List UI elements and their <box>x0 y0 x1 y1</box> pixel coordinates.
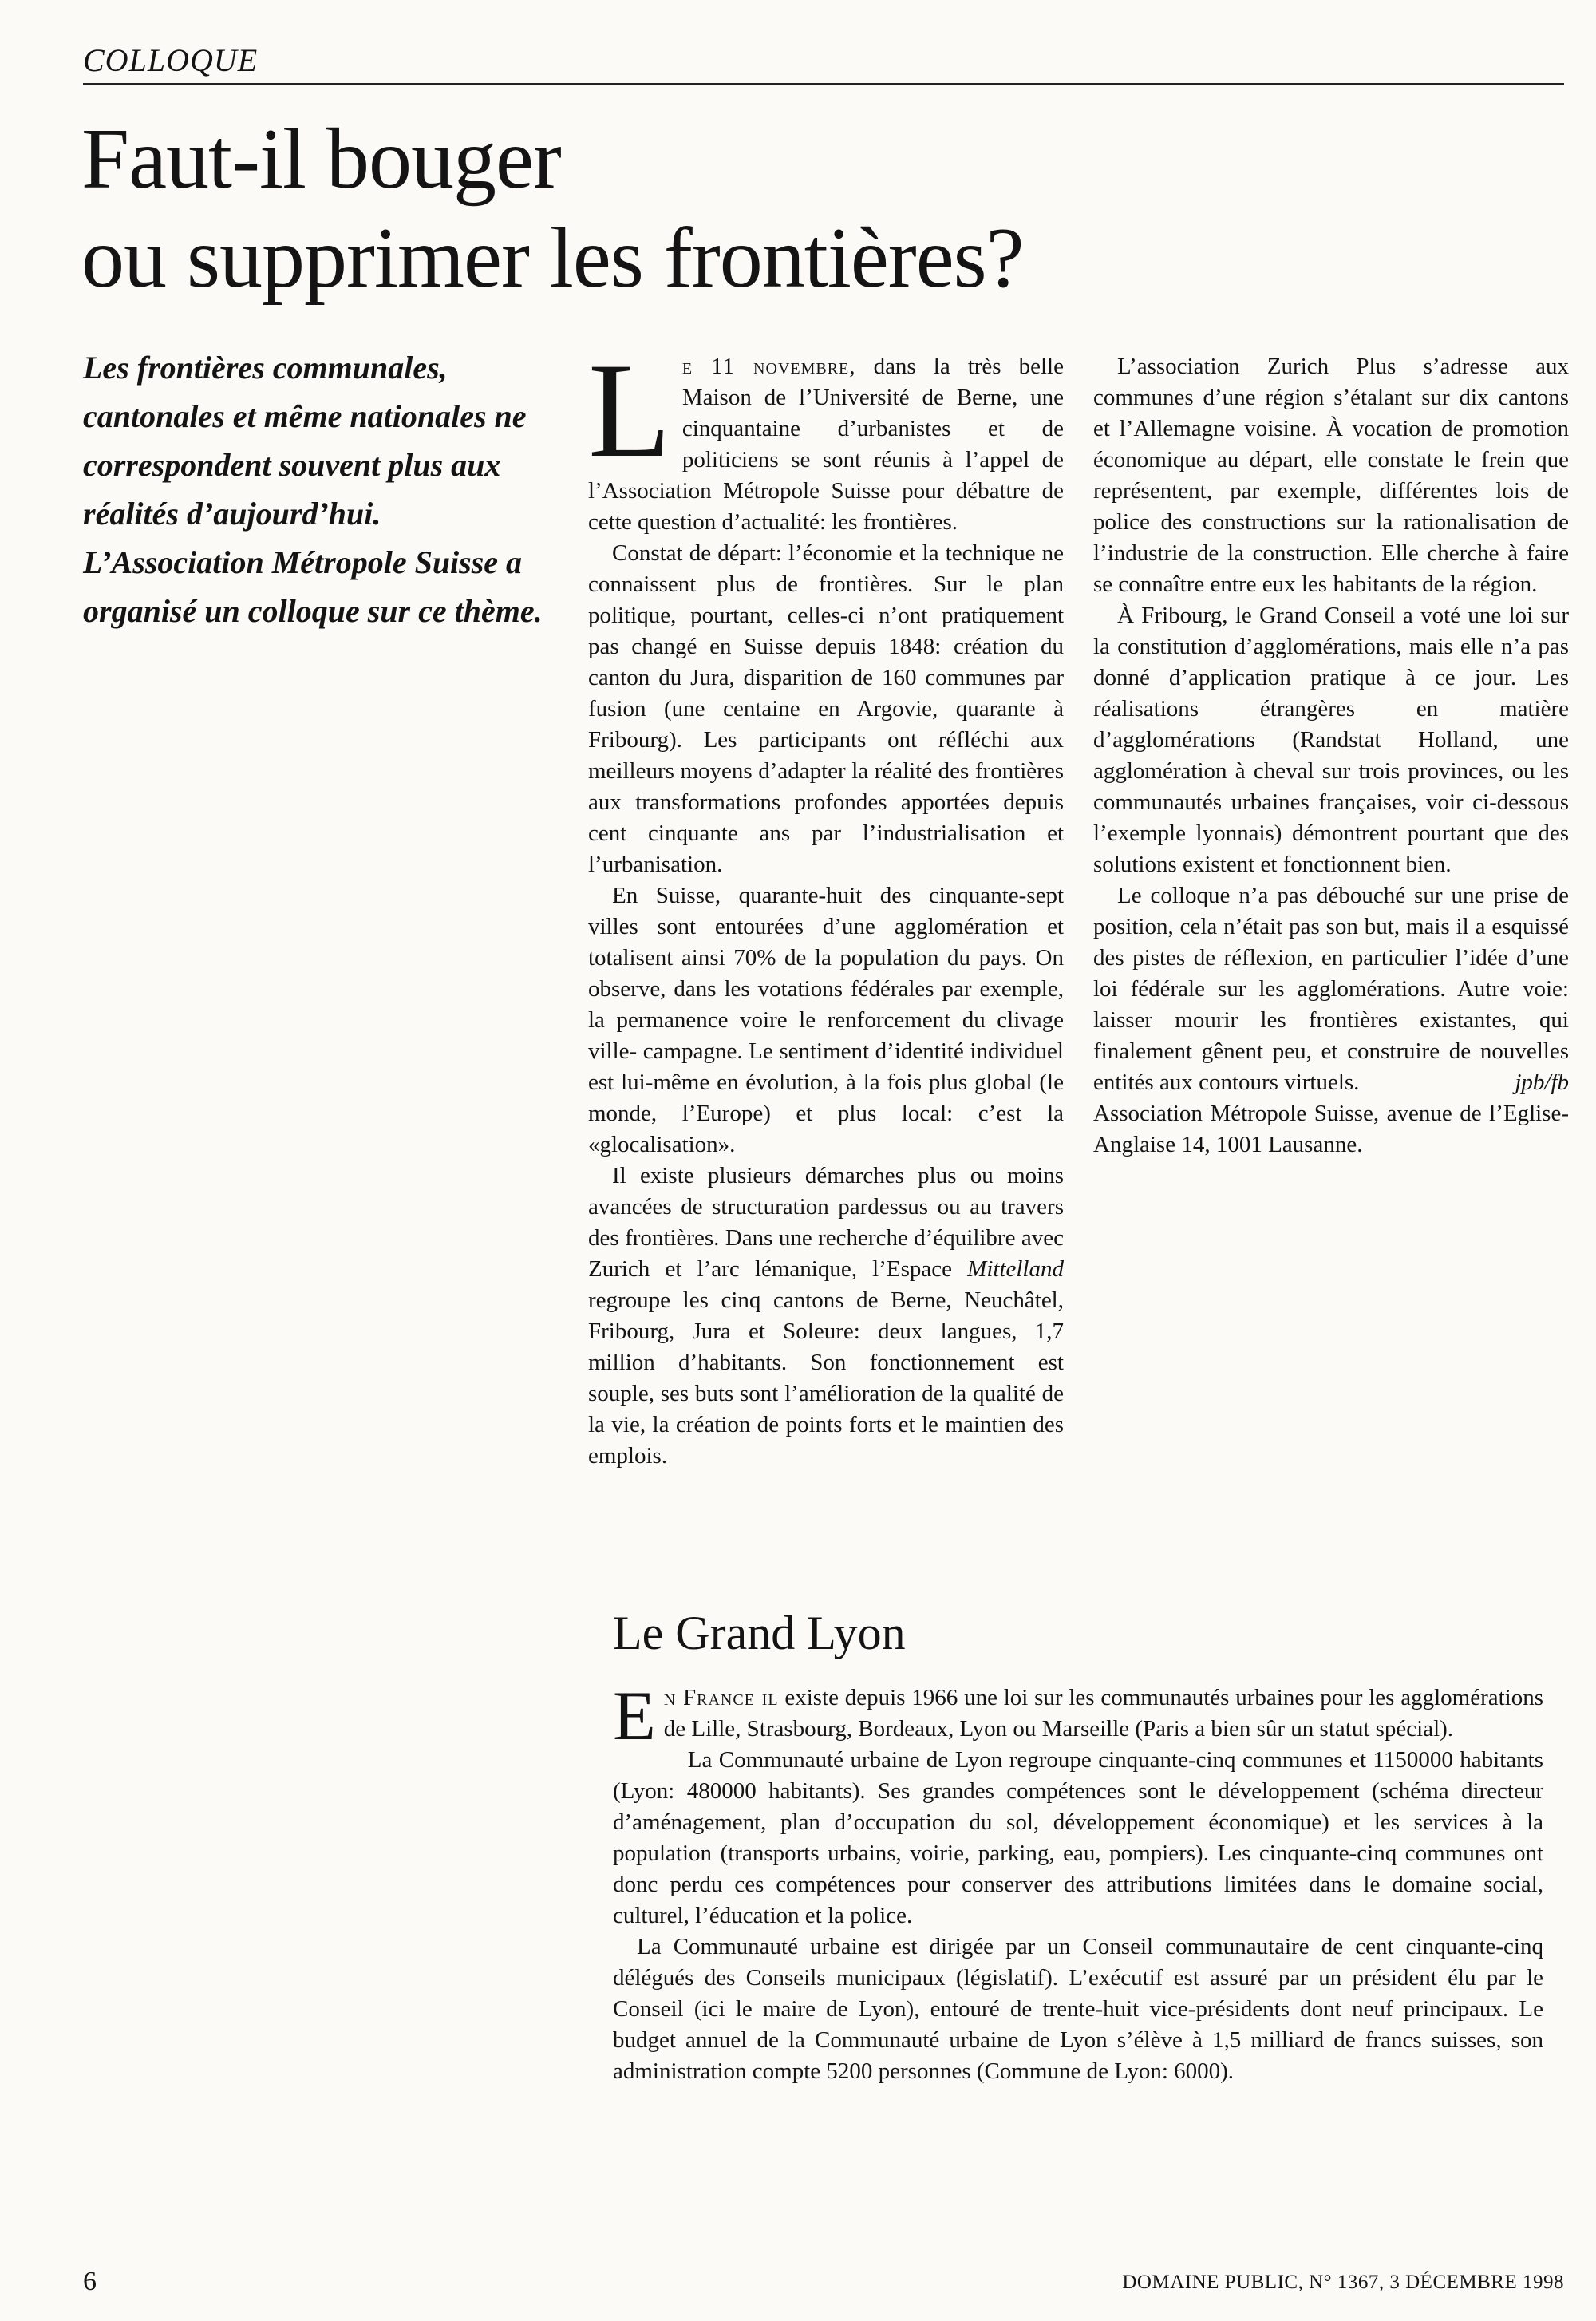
lead-paragraph: Les frontières communales, cantonales et même nationales ne correspondent souvent plus aux réalités d’aujourd’hui. L’Association Métropole Suisse a organisé un colloque sur ce thème. <box>83 350 543 629</box>
article-column-2 <box>1093 351 1569 1160</box>
opening-smallcaps: e 11 novembre, <box>681 354 856 379</box>
title-line-2: ou supprimer les frontières? <box>81 211 1024 306</box>
author-signature: jpb/fb <box>1515 1070 1569 1095</box>
sidebar-paragraph-2: La Communauté urbaine de Lyon regroupe cinquante-cinq communes et 1150000 habitants (Lyon: 480000 habitants). Ses grandes compétences sont le développement (schéma directeur d’aménagement, plan d’occupation du sol, développement économique) et les services à la population (transports urbains, voirie, parking, eau, pompiers). Les cinquante-cinq communes ont donc perdu ces compétences pour conserver des attributions limitées dans le domaine social, culturel, l’éducation et la police. <box>613 1747 1543 1928</box>
sidebar-paragraph-3: La Communauté urbaine est dirigée par un Conseil communautaire de cent cinquante-cinq délégués des Conseils municipaux (législatif). L’exécutif est assuré par un président élu par le Conseil (ici le maire de Lyon), entouré de trente-huit vice-présidents dont neuf principaux. Le budget annuel de la Communauté urbaine de Lyon s’élève à 1,5 milliard de francs suisses, son administration compte 5200 personnes (Commune de Lyon: 6000). <box>613 1934 1543 2084</box>
page-number: 6 <box>83 2267 97 2296</box>
section-label: COLLOQUE <box>83 42 259 78</box>
sidebar-drop-cap: E <box>613 1678 656 1755</box>
article-paragraph-7: Le colloque n’a pas débouché sur une prise de position, cela n’était pas son but, mais il a esquissé des pistes de réflexion, en particulier l’idée d’une loi fédérale sur les agglomérations. Autre voie: laisser mourir les frontières existantes, qui finalement gênent peu, et construire de nouvelles entités aux contours virtuels. jpb/fb <box>1093 880 1569 1098</box>
publication-footer: DOMAINE PUBLIC, N° 1367, 3 DÉCEMBRE 1998 <box>1122 2272 1564 2293</box>
association-address: Association Métropole Suisse, avenue de l’Eglise-Anglaise 14, 1001 Lausanne. <box>1093 1101 1569 1157</box>
article-paragraph-3: En Suisse, quarante-huit des cinquante-sept villes sont entourées d’une agglomération et totalisent ainsi 70% de la population du pays. On observe, dans les votations fédérales par exemple, la permanence voire le renforcement du clivage ville- campagne. Le sentiment d’identité individuel est lui-même en évolution, à la fois plus global (le monde, l’Europe) et plus local: c’est la «glocalisation». <box>588 883 1064 1157</box>
italic-term: Mittelland <box>967 1256 1064 1282</box>
article-paragraph-6: À Fribourg, le Grand Conseil a voté une loi sur la constitution d’agglomérations, mais elle n’a pas donné d’application pratique à ce jour. Les réalisations étrangères en matière d’agglomérations (Randstat Holland, une agglomération à cheval sur trois provinces, ou les communautés urbaines françaises, voir ci-dessous l’exemple lyonnais) démontrent pourtant que des solutions existent et fonctionnent bien. <box>1093 603 1569 877</box>
article-paragraph-5: L’association Zurich Plus s’adresse aux communes d’une région s’étalant sur dix cantons et l’Allemagne voisine. À vocation de promotion économique au départ, elle constate le frein que représentent, par exemple, différentes lois de police des constructions sur la rationalisation de l’industrie de la construction. Elle cherche à faire se connaître entre eux les habitants de la région. <box>1093 354 1569 597</box>
article-paragraph-4: Il existe plusieurs démarches plus ou moins avancées de structuration pardessus ou au travers des frontières. Dans une recherche d’équilibre avec Zurich et l’arc lémanique, l’Espace Mittelland regroupe les cinq cantons de Berne, Neuchâtel, Fribourg, Jura et Soleure: deux langues, 1,7 million d’habitants. Son fonctionnement est souple, ses buts sont l’amélioration de la qualité de la vie, la création de points forts et le maintien des emplois. <box>588 1163 1064 1469</box>
sidebar-paragraph-1: En France il existe depuis 1966 une loi sur les communautés urbaines pour les agglomérations de Lille, Strasbourg, Bordeaux, Lyon ou Marseille (Paris a bien sûr un statut spécial). <box>613 1678 1543 1755</box>
article-paragraph-2: Constat de départ: l’économie et la technique ne connaissent plus de frontières. Sur le plan politique, pourtant, celles-ci n’ont pratiquement pas changé en Suisse depuis 1848: création du canton du Jura, disparition de 160 communes par fusion (une centaine en Argovie, quarante à Fribourg). Les participants ont réfléchi aux meilleurs moyens d’adapter la réalité des frontières aux transformations profondes apportées depuis cent cinquante ans par l’industrialisation et l’urbanisation. <box>588 540 1064 877</box>
drop-cap: L <box>588 335 671 485</box>
sidebar-opening-smallcaps: n France il <box>663 1685 779 1710</box>
title-line-1: Faut-il bouger <box>81 112 561 207</box>
page-title <box>81 110 1566 308</box>
sidebar-body <box>613 1678 1543 2087</box>
article-column-1 <box>588 335 1064 1472</box>
sidebar-title: Le Grand Lyon <box>613 1607 906 1659</box>
article-paragraph-1: Le 11 novembre, dans la très belle Maison de l’Université de Berne, une cinquantaine d’urbanistes et de politiciens se sont réunis à l’appel de l’Association Métropole Suisse pour débattre de cette question d’actualité: les frontières. <box>588 335 1064 535</box>
header-rule <box>83 83 1564 85</box>
